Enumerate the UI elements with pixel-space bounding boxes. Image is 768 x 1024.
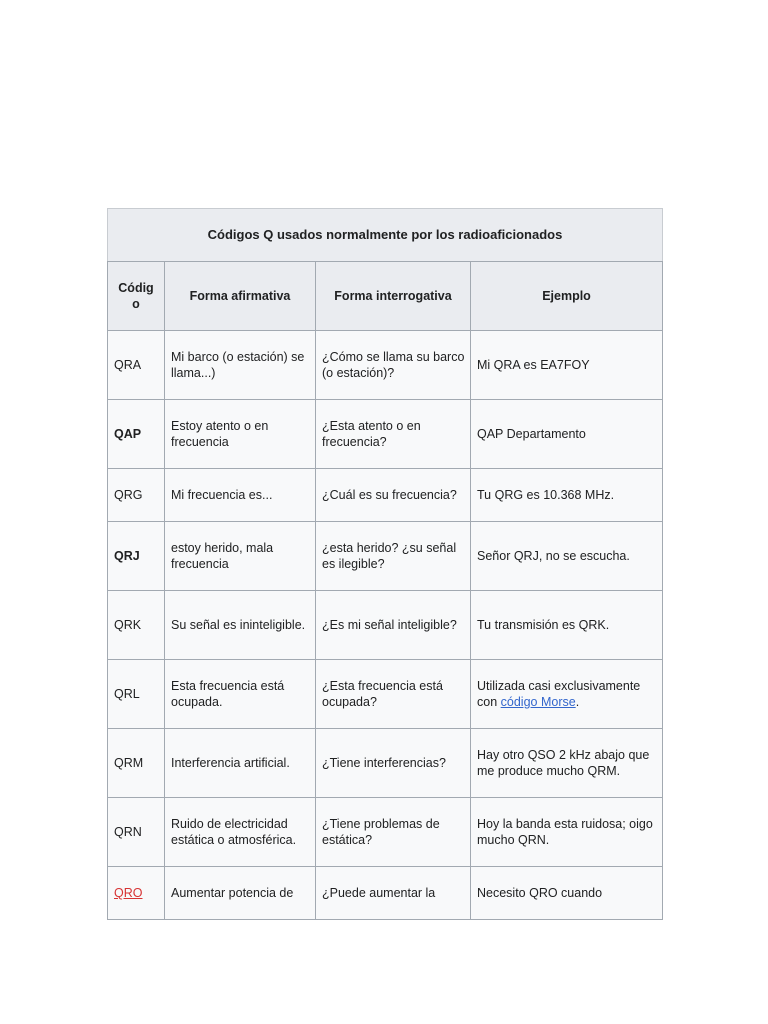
interrogative-cell: ¿Esta frecuencia está ocupada?	[316, 660, 471, 729]
code-cell: QRA	[108, 331, 165, 400]
code-cell: QRL	[108, 660, 165, 729]
example-cell: Hoy la banda esta ruidosa; oigo mucho QRN.	[471, 798, 663, 867]
affirmative-cell: Interferencia artificial.	[165, 729, 316, 798]
morse-code-link[interactable]: código Morse	[500, 695, 576, 709]
interrogative-cell: ¿Esta atento o en frecuencia?	[316, 400, 471, 469]
interrogative-cell: ¿Tiene interferencias?	[316, 729, 471, 798]
example-cell	[471, 660, 663, 729]
example-cell: Tu QRG es 10.368 MHz.	[471, 469, 663, 522]
table-row	[108, 867, 663, 920]
header-code: Códig o	[108, 262, 165, 331]
code-cell: QRM	[108, 729, 165, 798]
table-row	[108, 331, 663, 400]
table-caption-text: Códigos Q usados normalmente por los radioaficionados	[207, 227, 563, 242]
header-row	[108, 262, 663, 331]
code-cell: QRG	[108, 469, 165, 522]
example-cell: Señor QRJ, no se escucha.	[471, 522, 663, 591]
table-row	[108, 798, 663, 867]
table-caption	[107, 208, 663, 261]
code-cell: QRJ	[108, 522, 165, 591]
interrogative-cell: ¿Tiene problemas de estática?	[316, 798, 471, 867]
table-row	[108, 522, 663, 591]
affirmative-cell: Su señal es ininteligible.	[165, 591, 316, 660]
example-suffix: .	[575, 695, 580, 709]
affirmative-cell: Mi barco (o estación) se llama...)	[165, 331, 316, 400]
code-cell	[108, 867, 165, 920]
example-cell: QAP Departamento	[471, 400, 663, 469]
table-row	[108, 591, 663, 660]
affirmative-cell: Mi frecuencia es...	[165, 469, 316, 522]
table-row	[108, 469, 663, 522]
q-codes-table	[107, 208, 663, 920]
header-interrogative: Forma interrogativa	[316, 262, 471, 331]
example-text: Utilizada casi exclusivamente con	[477, 679, 641, 709]
code-cell: QRN	[108, 798, 165, 867]
affirmative-cell: Estoy atento o en frecuencia	[165, 400, 316, 469]
table-row	[108, 400, 663, 469]
table-row	[108, 729, 663, 798]
interrogative-cell: ¿Es mi señal inteligible?	[316, 591, 471, 660]
code-cell: QAP	[108, 400, 165, 469]
example-cell: Necesito QRO cuando	[471, 867, 663, 920]
table-row	[108, 660, 663, 729]
example-cell: Tu transmisión es QRK.	[471, 591, 663, 660]
qro-link[interactable]: QRO	[114, 886, 143, 900]
interrogative-cell: ¿Puede aumentar la	[316, 867, 471, 920]
affirmative-cell: estoy herido, mala frecuencia	[165, 522, 316, 591]
affirmative-cell: Ruido de electricidad estática o atmosférica.	[165, 798, 316, 867]
affirmative-cell: Aumentar potencia de	[165, 867, 316, 920]
affirmative-cell: Esta frecuencia está ocupada.	[165, 660, 316, 729]
example-cell: Hay otro QSO 2 kHz abajo que me produce mucho QRM.	[471, 729, 663, 798]
interrogative-cell: ¿Cómo se llama su barco (o estación)?	[316, 331, 471, 400]
interrogative-cell: ¿Cuál es su frecuencia?	[316, 469, 471, 522]
header-affirmative: Forma afirmativa	[165, 262, 316, 331]
code-cell: QRK	[108, 591, 165, 660]
interrogative-cell: ¿esta herido? ¿su señal es ilegible?	[316, 522, 471, 591]
header-example: Ejemplo	[471, 262, 663, 331]
example-cell: Mi QRA es EA7FOY	[471, 331, 663, 400]
